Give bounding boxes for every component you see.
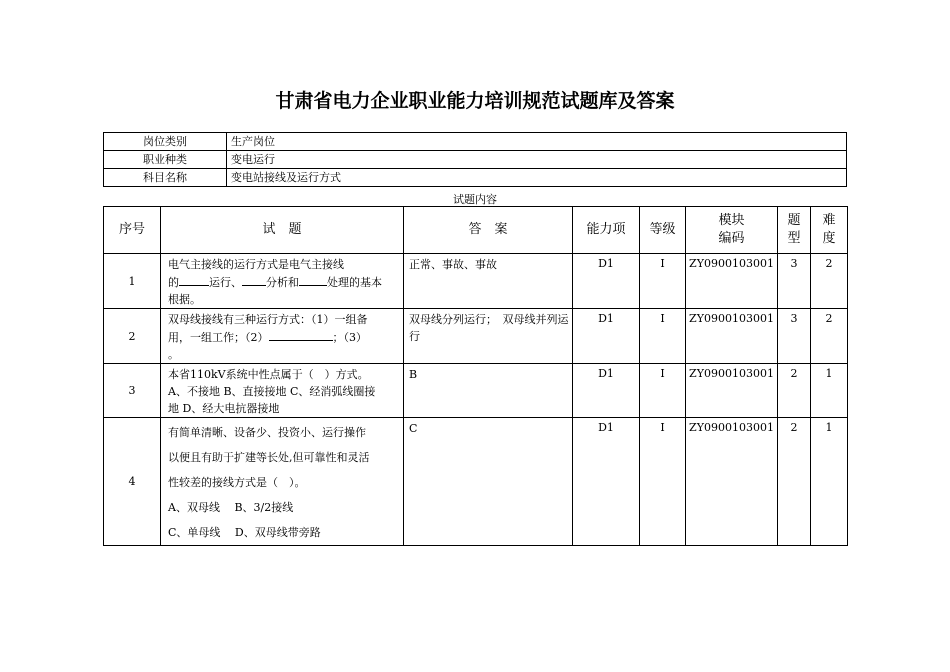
level-cell: I [640, 364, 686, 418]
header-difficulty: 难 度 [811, 207, 848, 254]
row-no: 1 [104, 254, 161, 309]
meta-value: 变电运行 [227, 151, 847, 169]
meta-label: 科目名称 [104, 169, 227, 187]
header-question: 试 题 [161, 207, 404, 254]
header-level: 等级 [640, 207, 686, 254]
table-row [104, 309, 848, 364]
type-cell: 3 [778, 309, 811, 364]
module-cell: ZY0900103001 [686, 254, 778, 309]
meta-label: 岗位类别 [104, 133, 227, 151]
meta-row-position [104, 133, 847, 151]
module-cell: ZY0900103001 [686, 418, 778, 546]
difficulty-cell: 2 [811, 309, 848, 364]
type-cell: 2 [778, 364, 811, 418]
table-row [104, 418, 848, 546]
header-row [104, 207, 848, 254]
fill-blank [242, 273, 266, 286]
fill-blank [299, 273, 327, 286]
ability-cell: D1 [573, 254, 640, 309]
table-row [104, 364, 848, 418]
section-label: 试题内容 [453, 193, 497, 206]
fill-blank [269, 328, 333, 341]
module-cell: ZY0900103001 [686, 364, 778, 418]
question-cell: 电气主接线的运行方式是电气主接线 的 运行、 分析和 处理的基本 根据。 [161, 254, 404, 309]
header-ability: 能力项 [573, 207, 640, 254]
ability-cell: D1 [573, 364, 640, 418]
level-cell: I [640, 254, 686, 309]
meta-table [103, 132, 847, 187]
module-cell: ZY0900103001 [686, 309, 778, 364]
ability-cell: D1 [573, 309, 640, 364]
ability-cell: D1 [573, 418, 640, 546]
answer-cell: B [404, 364, 573, 418]
answer-cell: 双母线分列运行； 双母线并列运行 [404, 309, 573, 364]
row-no: 3 [104, 364, 161, 418]
meta-value: 生产岗位 [227, 133, 847, 151]
meta-row-occupation [104, 151, 847, 169]
type-cell: 2 [778, 418, 811, 546]
meta-row-subject [104, 169, 847, 187]
question-cell: 双母线接线有三种运行方式：（1）一组备 用，一组工作；（2） ；（3） 。 [161, 309, 404, 364]
level-cell: I [640, 418, 686, 546]
fill-blank [179, 273, 209, 286]
row-no: 4 [104, 418, 161, 546]
answer-cell: C [404, 418, 573, 546]
difficulty-cell: 1 [811, 418, 848, 546]
meta-value: 变电站接线及运行方式 [227, 169, 847, 187]
header-answer: 答 案 [404, 207, 573, 254]
row-no: 2 [104, 309, 161, 364]
level-cell: I [640, 309, 686, 364]
question-cell: 本省110kV系统中性点属于（ ）方式。 A、不接地 B、直接接地 C、经消弧线圈接 地 D、经大电抗器接地 [161, 364, 404, 418]
meta-label: 职业种类 [104, 151, 227, 169]
difficulty-cell: 2 [811, 254, 848, 309]
table-row [104, 254, 848, 309]
document-title: 甘肃省电力企业职业能力培训规范试题库及答案 [275, 90, 675, 112]
difficulty-cell: 1 [811, 364, 848, 418]
header-module: 模块 编码 [686, 207, 778, 254]
question-cell: 有简单清晰、设备少、投资小、运行操作 以便且有助于扩建等长处,但可靠性和灵活 性较差的接线方式是（ ）。 A、双母线 B、3/2接线 C、单母线 D、双母线带旁路 [161, 418, 404, 546]
header-no: 序号 [104, 207, 161, 254]
question-table [103, 206, 848, 546]
header-type: 题 型 [778, 207, 811, 254]
type-cell: 3 [778, 254, 811, 309]
answer-cell: 正常、事故、事故 [404, 254, 573, 309]
